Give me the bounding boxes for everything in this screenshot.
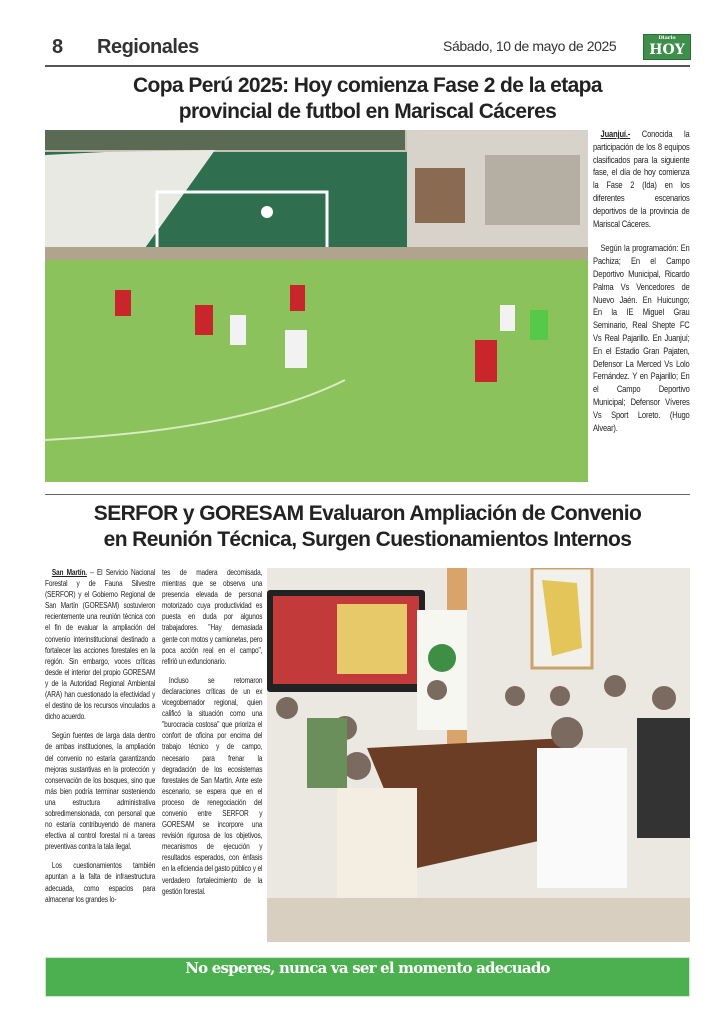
article2-headline bbox=[45, 501, 690, 553]
paragraph: Incluso se retomaron declaraciones críticas de un ex vicegobernador regional, quien calificó la situación como una "burocracia costosa" que prioriza el confort de oficina por encima del trabajo técnico y de campo, necesario para frenar la degradación de los ecosistemas forestales de San Martín. Ante este escenario, se espera que en el proceso de renegociación del convenio entre SERFOR y GORESAM se incorpore una revisión rigurosa de los objetivos, mecanismos de ejecución y resultados esperados, con énfasis en la eficiencia del gasto público y el verdadero fortalecimiento de la gestión forestal. bbox=[162, 674, 263, 896]
diario-hoy-logo bbox=[643, 34, 691, 60]
logo-big-text: HOY bbox=[649, 42, 685, 58]
dateline: San Martín. bbox=[51, 567, 87, 577]
paragraph bbox=[593, 128, 690, 230]
article-divider bbox=[45, 494, 690, 495]
footer-banner-text: No esperes, nunca va ser el momento adecuado bbox=[185, 959, 550, 977]
football-match-photo bbox=[45, 130, 588, 482]
paragraph: Según la programación: En Pachiza; En el Campo Deportivo Municipal, Ricardo Palma Vs Vencedores de Nuevo Jaén. En Huicungo; En la IE Miguel Grau Seminario, Real Shepte FC Vs Real Pajarillo. En Juanjuí; En el Estadio Gran Pajaten, Defensor La Merced Vs Lolo Fernández. Y en Pajarillo; En el Campo Deportivo Municipal; Defensor Víveres Vs Sport Loreto. (Hugo Alvear). bbox=[593, 243, 690, 433]
section-title: Regionales bbox=[97, 36, 199, 58]
issue-date: Sábado, 10 de mayo de 2025 bbox=[443, 38, 617, 54]
paragraph: Según fuentes de larga data dentro de ambas instituciones, la ampliación del convenio no estaría garantizando mejoras sustantivas en la protección y conservación de los bosques, sino que más bien podría terminar sosteniendo una estructura administrativa sobredimensionada, con personal que no estaría contribuyendo de manera efectiva al control forestal ni a tareas preventivas contra la tala ilegal. bbox=[45, 730, 156, 852]
paragraph-text: – El Servicio Nacional Forestal y de Fauna Silvestre (SERFOR) y el Gobierno Regional de San Martín (GORESAM) sostuvieron recientemente una reunión técnica con el fin de evaluar la ampliación del convenio interinstitucional destinado a fortalecer las acciones forestales en la región. Sin embargo, voces críticas desde el interior del propio GORESAM y de la Autoridad Regional Ambiental (ARA) han cuestionado la efectividad y el destino de los recursos vinculados a dicho acuerdo. bbox=[45, 567, 156, 722]
logo-small-text: Diario bbox=[658, 35, 676, 41]
dateline: Juanjuí.- bbox=[600, 129, 631, 139]
headline-line: en Reunión Técnica, Surgen Cuestionamientos Internos bbox=[103, 528, 632, 551]
headline-line: SERFOR y GORESAM Evaluaron Ampliación de Convenio bbox=[93, 502, 642, 525]
headline-line: Copa Perú 2025: Hoy comienza Fase 2 de la etapa bbox=[132, 74, 602, 97]
article2-column-2 bbox=[162, 567, 262, 905]
header-rule bbox=[45, 65, 690, 67]
paragraph-text: Conocida la participación de los 8 equipos clasificados para la siguiente fase, el día de hoy comienza la Fase 2 (Ida) en los diferentes escenarios deportivos de la provincia de Mariscal Cáceres. bbox=[593, 129, 690, 229]
article1-body bbox=[593, 128, 690, 446]
paragraph: Los cuestionamientos también apuntan a la falta de infraestructura adecuada, como espacios para almacenar los grandes lo- bbox=[45, 860, 156, 904]
meeting-photo bbox=[267, 568, 690, 942]
article1-headline bbox=[45, 73, 690, 125]
headline-line: provincial de futbol en Mariscal Cáceres bbox=[178, 100, 557, 123]
paragraph bbox=[45, 567, 155, 722]
footer-banner bbox=[45, 957, 690, 997]
article2-column-1 bbox=[45, 567, 155, 913]
paragraph: tes de madera decomisada, mientras que se observa una presencia elevada de personal motorizado cuya productividad es puesta en duda por algunos trabajadores. "Hay demasiada gente con motos y camionetas, pero poca acción real en el campo", refirió un exfuncionario. bbox=[162, 567, 263, 666]
page-number: 8 bbox=[52, 36, 64, 58]
